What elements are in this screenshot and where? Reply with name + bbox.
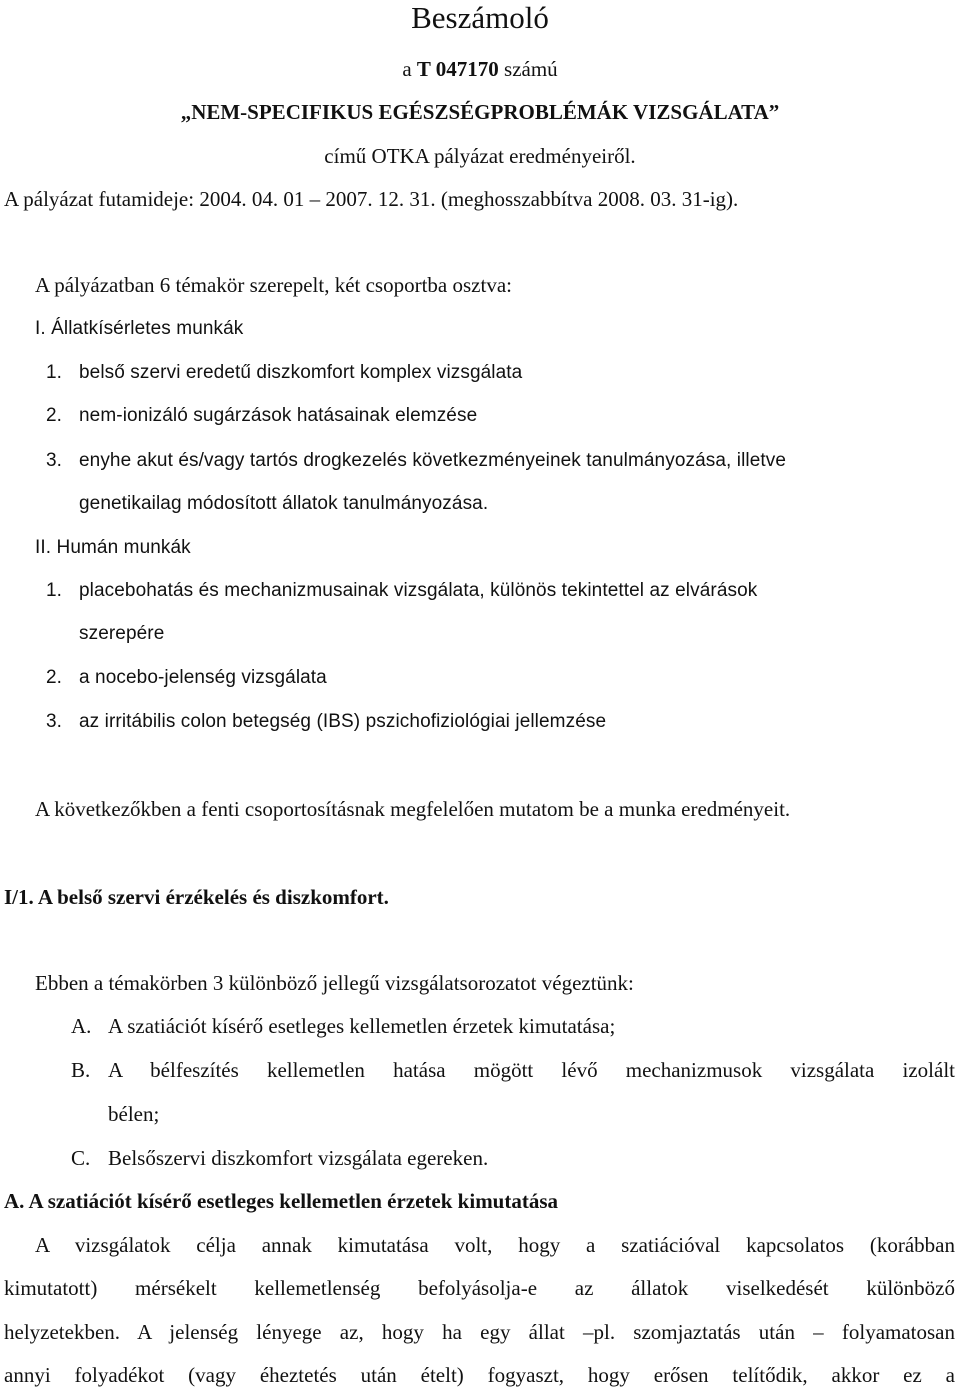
section-i1-item-label: C. xyxy=(71,1146,91,1170)
group1-item-text: enyhe akut és/vagy tartós drogkezelés következményeinek tanulmányozása, illetve xyxy=(79,450,787,471)
group2-item-number: 3. xyxy=(46,711,63,732)
group1-item-number: 2. xyxy=(46,405,63,426)
section-i1-item-text: A szatiációt kísérő esetleges kellemetlen érzetek kimutatása; xyxy=(108,1014,616,1038)
group2-item-number: 1. xyxy=(46,580,63,601)
section-i1-heading: I/1. A belső szervi érzékelés és diszkomfort. xyxy=(4,885,389,909)
group1-item-number: 1. xyxy=(46,362,63,383)
group2-item-text: az irritábilis colon betegség (IBS) pszichofiziológiai jellemzése xyxy=(79,711,607,732)
group1-item-text-continued: genetikailag módosított állatok tanulmányozása. xyxy=(79,493,489,514)
intro-text: A pályázatban 6 témakör szerepelt, két csoportba osztva: xyxy=(35,273,512,297)
section-i1-item-label: B. xyxy=(71,1058,91,1082)
section-i1-intro: Ebben a témakörben 3 különböző jellegű vizsgálatsorozatot végeztünk: xyxy=(35,971,634,995)
group2-item-text-continued: szerepére xyxy=(79,623,165,644)
project-period: A pályázat futamideje: 2004. 04. 01 – 2007. 12. 31. (meghosszabbítva 2008. 03. 31-ig). xyxy=(4,187,739,211)
section-i1-item-label: A. xyxy=(71,1014,92,1038)
summary-text: A következőkben a fenti csoportosításnak megfelelően mutatom be a munka eredményeit. xyxy=(35,797,791,821)
section-a-paragraph-line: kimutatott) mérsékelt kellemetlenség befolyásolja-e az állatok viselkedését különböző xyxy=(4,1276,955,1300)
group2-item-text: placebohatás és mechanizmusainak vizsgálata, különös tekintettel az elvárások xyxy=(79,580,758,601)
section-i1-item-text: A bélfeszítés kellemetlen hatása mögött lévő mechanizmusok vizsgálata izolált xyxy=(108,1058,955,1082)
project-title: „NEM-SPECIFIKUS EGÉSZSÉGPROBLÉMÁK VIZSGÁLATA” xyxy=(180,100,780,124)
section-a-paragraph-line: A vizsgálatok célja annak kimutatása volt, hogy a szatiációval kapcsolatos (korábban xyxy=(35,1233,955,1257)
grant-line xyxy=(0,56,960,82)
section-a-heading: A. A szatiációt kísérő esetleges kellemetlen érzetek kimutatása xyxy=(4,1189,559,1213)
group1-heading: I. Állatkísérletes munkák xyxy=(35,318,244,339)
group2-item-text: a nocebo-jelenség vizsgálata xyxy=(79,667,327,688)
document-title: Beszámoló xyxy=(411,0,549,35)
group1-item-text: belső szervi eredetű diszkomfort komplex vizsgálata xyxy=(79,362,523,383)
section-i1-item-text-continued: bélen; xyxy=(108,1102,160,1126)
group1-item-text: nem-ionizáló sugárzások hatásainak elemzése xyxy=(79,405,478,426)
grant-number: T 047170 xyxy=(416,57,499,81)
section-a-paragraph-line: helyzetekben. A jelenség lényege az, hogy ha egy állat –pl. szomjaztatás után – folyamatosan xyxy=(4,1320,955,1344)
group2-heading: II. Humán munkák xyxy=(35,537,191,558)
section-i1-item-text: Belsőszervi diszkomfort vizsgálata egereken. xyxy=(108,1146,489,1170)
section-a-paragraph-line: annyi folyadékot (vagy éheztetés után ételt) fogyaszt, hogy erősen telítődik, akkor ez a xyxy=(4,1363,955,1387)
group1-item-number: 3. xyxy=(46,450,63,471)
group2-item-number: 2. xyxy=(46,667,63,688)
grant-line-suffix: számú xyxy=(498,57,558,81)
subtitle: című OTKA pályázat eredményeiről. xyxy=(324,144,636,168)
grant-line-prefix: a xyxy=(402,57,417,81)
